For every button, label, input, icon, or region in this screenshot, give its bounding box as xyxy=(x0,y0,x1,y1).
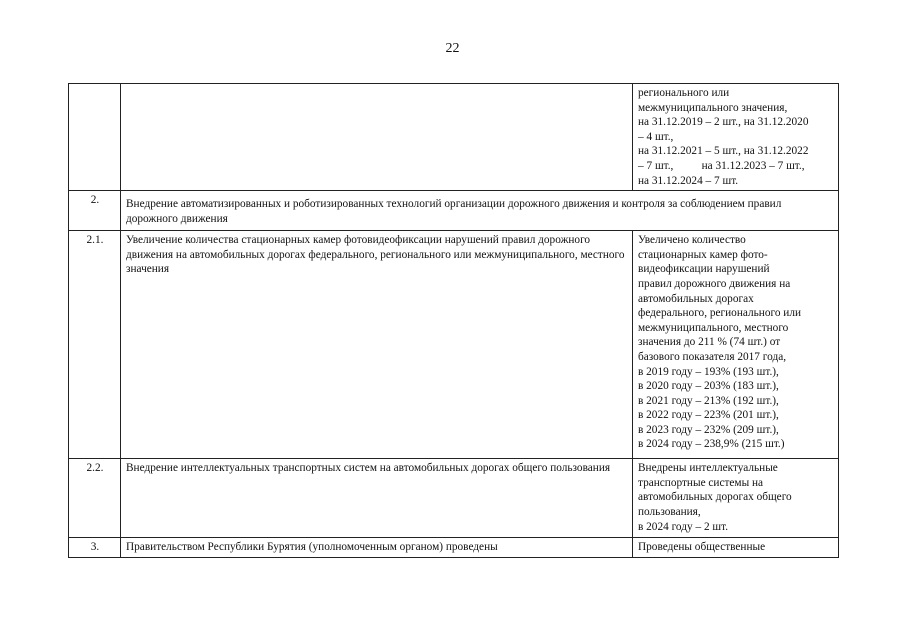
result-line: на 31.12.2019 – 2 шт., на 31.12.2020 xyxy=(638,116,809,129)
table-row xyxy=(69,231,839,459)
result-line: на 31.12.2021 – 5 шт., на 31.12.2022 xyxy=(638,145,809,158)
result-line: видеофиксации нарушений xyxy=(638,263,770,276)
result-line: – 4 шт., xyxy=(638,130,674,143)
result-line: значения до 211 % (74 шт.) от xyxy=(638,336,781,349)
row-result xyxy=(633,459,839,538)
result-line: автомобильных дорогах общего xyxy=(638,491,792,504)
result-line: базового показателя 2017 года, xyxy=(638,350,787,363)
result-line: на 31.12.2024 – 7 шт. xyxy=(638,174,739,187)
result-line: транспортные системы на xyxy=(638,476,764,489)
result-line: автомобильных дорогах xyxy=(638,292,754,305)
result-line: в 2020 году – 203% (183 шт.), xyxy=(638,380,779,393)
result-line: регионального или xyxy=(638,87,730,99)
row-description: Внедрение интеллектуальных транспортных систем на автомобильных дорогах общего пользования xyxy=(121,459,633,538)
row-result xyxy=(633,84,839,191)
result-line: в 2024 году – 238,9% (215 шт.) xyxy=(638,438,785,451)
table-row xyxy=(69,191,839,231)
result-line: правил дорожного движения на xyxy=(638,277,791,290)
result-line: межмуниципального, местного xyxy=(638,321,789,334)
result-line: в 2019 году – 193% (193 шт.), xyxy=(638,365,779,378)
result-line: федерального, регионального или xyxy=(638,307,802,320)
row-number: 2.1. xyxy=(69,231,121,459)
page-number: 22 xyxy=(445,41,460,56)
row-number: 3. xyxy=(69,538,121,558)
row-number: 2. xyxy=(69,191,121,231)
row-number: 2.2. xyxy=(69,459,121,538)
row-number xyxy=(69,84,121,191)
row-description: Правительством Республики Бурятия (уполномоченным органом) проведены xyxy=(121,538,633,558)
row-result xyxy=(633,231,839,459)
result-line: в 2023 году – 232% (209 шт.), xyxy=(638,423,779,436)
result-line: в 2021 году – 213% (192 шт.), xyxy=(638,394,779,407)
result-line: в 2024 году – 2 шт. xyxy=(638,520,729,533)
result-line: в 2022 году – 223% (201 шт.), xyxy=(638,409,779,422)
result-line: – 7 шт., на 31.12.2023 – 7 шт., xyxy=(638,159,805,172)
table-row xyxy=(69,538,839,558)
result-line: Увеличено количество xyxy=(638,234,746,247)
result-line: стационарных камер фото- xyxy=(638,248,768,261)
result-line: Внедрены интеллектуальные xyxy=(638,462,778,475)
result-line: межмуниципального значения, xyxy=(638,101,788,114)
row-description xyxy=(121,84,633,191)
result-line: Проведены общественные xyxy=(638,541,766,554)
measures-table xyxy=(68,83,839,558)
row-description: Увеличение количества стационарных камер фотовидеофиксации нарушений правил дорожного движения на автомобильных дорогах федерального, регионального или межмуниципального, местного значения xyxy=(121,231,633,459)
table-row xyxy=(69,459,839,538)
result-line: пользования, xyxy=(638,505,701,518)
row-section-title: Внедрение автоматизированных и роботизированных технологий организации дорожного движения и контроля за соблюдением правил дорожного движения xyxy=(121,191,839,231)
table-row xyxy=(69,84,839,191)
row-result xyxy=(633,538,839,558)
